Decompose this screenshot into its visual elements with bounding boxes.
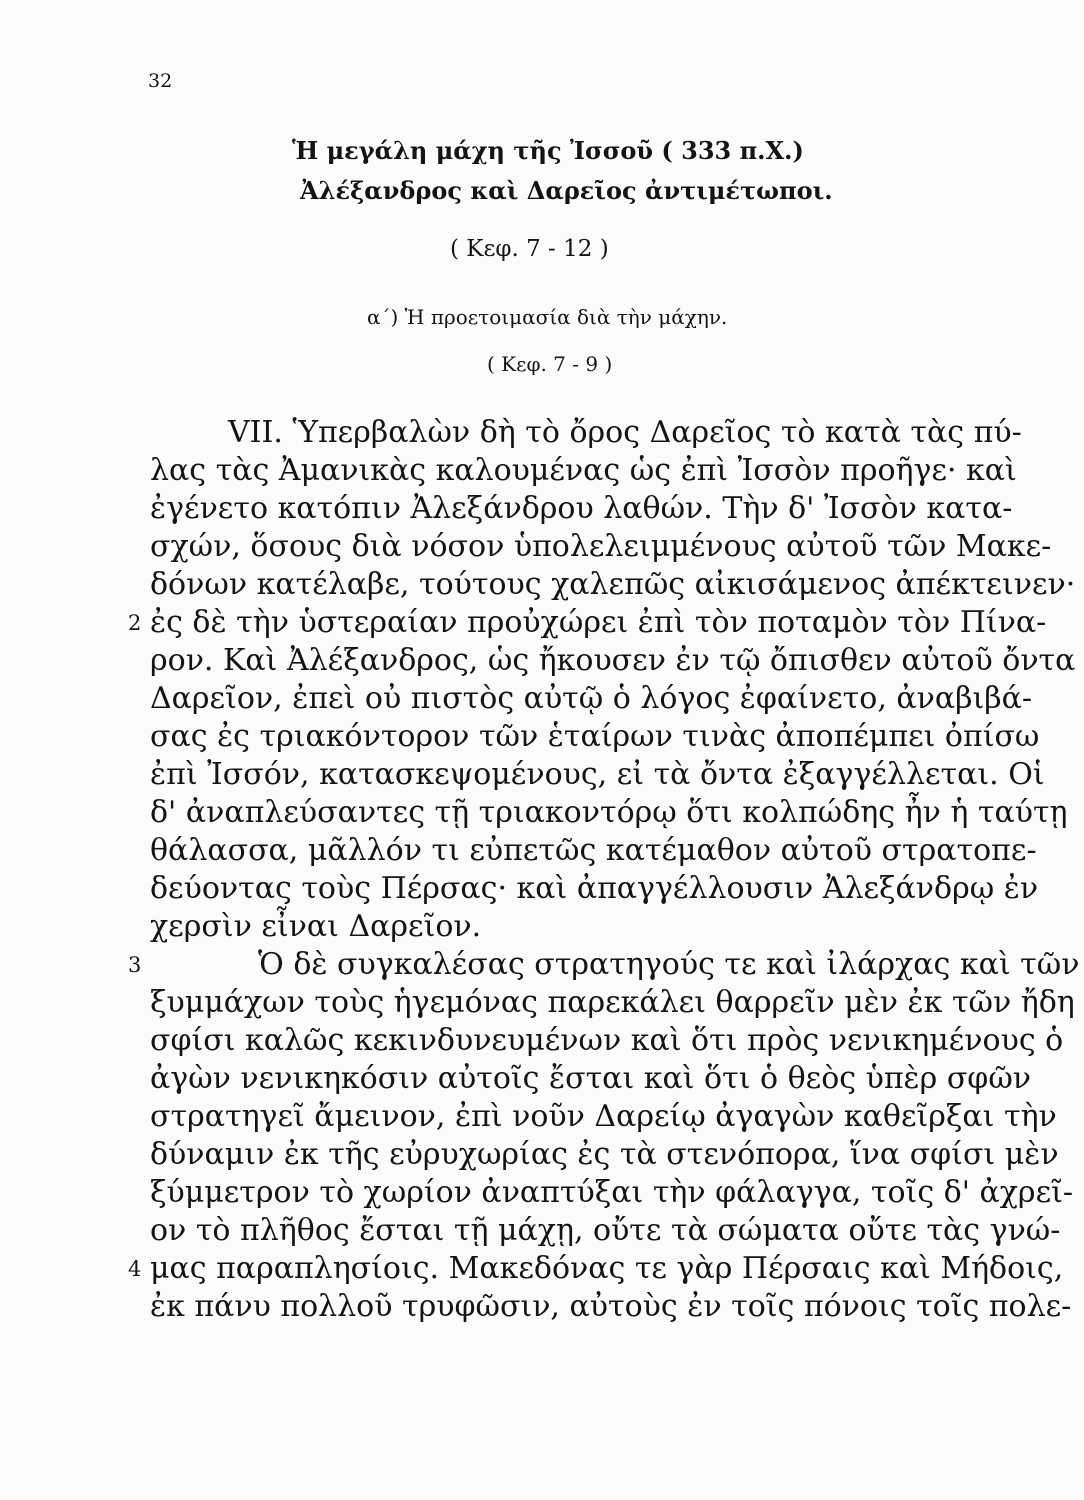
margin-section-number: 2 xyxy=(128,611,142,635)
text-line: ρον. Καὶ Ἀλέξανδρος, ὡς ἤκουσεν ἐν τῷ ὄπισθεν αὐτοῦ ὄντα xyxy=(150,643,1076,678)
text-line: Δαρεῖον, ἐπεὶ οὐ πιστὸς αὐτῷ ὁ λόγος ἐφαίνετο, ἀναβιβά- xyxy=(150,681,1033,716)
text-line: Ὁ δὲ συγκαλέσας στρατηγούς τε καὶ ἰλάρχας καὶ τῶν xyxy=(258,947,1080,982)
chapter-title: Ἡ μεγάλη μάχη τῆς Ἰσσοῦ ( 333 π.Χ.) xyxy=(292,136,804,165)
text-line: στρατηγεῖ ἄμεινον, ἐπὶ νοῦν Δαρείῳ ἀγαγὼν καθεῖρξαι τὴν xyxy=(150,1099,1057,1134)
text-line: VII. Ὑπερβαλὼν δὴ τὸ ὄρος Δαρεῖος τὸ κατὰ τὰς πύ- xyxy=(228,415,1022,450)
text-line: λας τὰς Ἀμανικὰς καλουμένας ὡς ἐπὶ Ἰσσὸν προῆγε· καὶ xyxy=(150,453,1017,488)
text-line: δ' ἀναπλεύσαντες τῇ τριακοντόρῳ ὅτι κολπώδης ἦν ἡ ταύτῃ xyxy=(150,795,1068,830)
text-line: θάλασσα, μᾶλλόν τι εὐπετῶς κατέμαθον αὐτοῦ στρατοπε- xyxy=(150,833,1037,868)
text-line: ἀγὼν νενικηκόσιν αὐτοῖς ἔσται καὶ ὅτι ὁ θεὸς ὑπὲρ σφῶν xyxy=(150,1061,1032,1096)
text-line: ξυμμάχων τοὺς ἡγεμόνας παρεκάλει θαρρεῖν μὲν ἐκ τῶν ἤδη xyxy=(150,985,1075,1020)
text-line: ξύμμετρον τὸ χωρίον ἀναπτύξαι τὴν φάλαγγα, τοῖς δ' ἀχρεῖ- xyxy=(150,1175,1074,1210)
text-line: ἐγένετο κατόπιν Ἀλεξάνδρου λαθών. Τὴν δ' Ἰσσὸν κατα- xyxy=(150,491,1013,526)
text-line: σχών, ὅσους διὰ νόσον ὑπολελειμμένους αὐτοῦ τῶν Μακε- xyxy=(150,529,1052,564)
page-number: 32 xyxy=(148,70,173,92)
margin-section-number: 4 xyxy=(128,1257,142,1281)
text-line: σφίσι καλῶς κεκινδυνευμένων καὶ ὅτι πρὸς νενικημένους ὁ xyxy=(150,1023,1064,1058)
text-line: δόνων κατέλαβε, τούτους χαλεπῶς αἰκισάμενος ἀπέκτεινεν· xyxy=(150,567,1076,602)
text-line: δεύοντας τοὺς Πέρσας· καὶ ἀπαγγέλλουσιν Ἀλεξάνδρῳ ἐν xyxy=(150,871,1039,906)
text-line: ον τὸ πλῆθος ἔσται τῇ μάχῃ, οὔτε τὰ σώματα οὔτε τὰς γνώ- xyxy=(150,1213,1061,1248)
chapter-subtitle: Ἀλέξανδρος καὶ Δαρεῖος ἀντιμέτωποι. xyxy=(300,176,833,205)
text-line: δύναμιν ἐκ τῆς εὐρυχωρίας ἐς τὰ στενόπορα, ἵνα σφίσι μὲν xyxy=(150,1137,1059,1172)
text-line: ἐς δὲ τὴν ὑστεραίαν προὐχώρει ἐπὶ τὸν ποταμὸν τὸν Πίνα- xyxy=(150,605,1047,640)
section-title: α΄) Ἡ προετοιμασία διὰ τὴν μάχην. xyxy=(367,305,728,329)
chapter-range: ( Κεφ. 7 - 12 ) xyxy=(450,236,609,262)
text-line: σας ἐς τριακόντορον τῶν ἑταίρων τινὰς ἀποπέμπει ὀπίσω xyxy=(150,719,1040,754)
margin-section-number: 3 xyxy=(128,953,142,977)
section-range: ( Κεφ. 7 - 9 ) xyxy=(487,352,613,376)
text-line: ἐπὶ Ἰσσόν, κατασκεψομένους, εἰ τὰ ὄντα ἐξαγγέλλεται. Οἱ xyxy=(150,757,1045,792)
text-line: μας παραπλησίοις. Μακεδόνας τε γὰρ Πέρσαις καὶ Μήδοις, xyxy=(150,1251,1064,1286)
text-line: χερσὶν εἶναι Δαρεῖον. xyxy=(150,909,482,944)
text-line: ἐκ πάνυ πολλοῦ τρυφῶσιν, αὐτοὺς ἐν τοῖς πόνοις τοῖς πολε- xyxy=(150,1289,1072,1324)
